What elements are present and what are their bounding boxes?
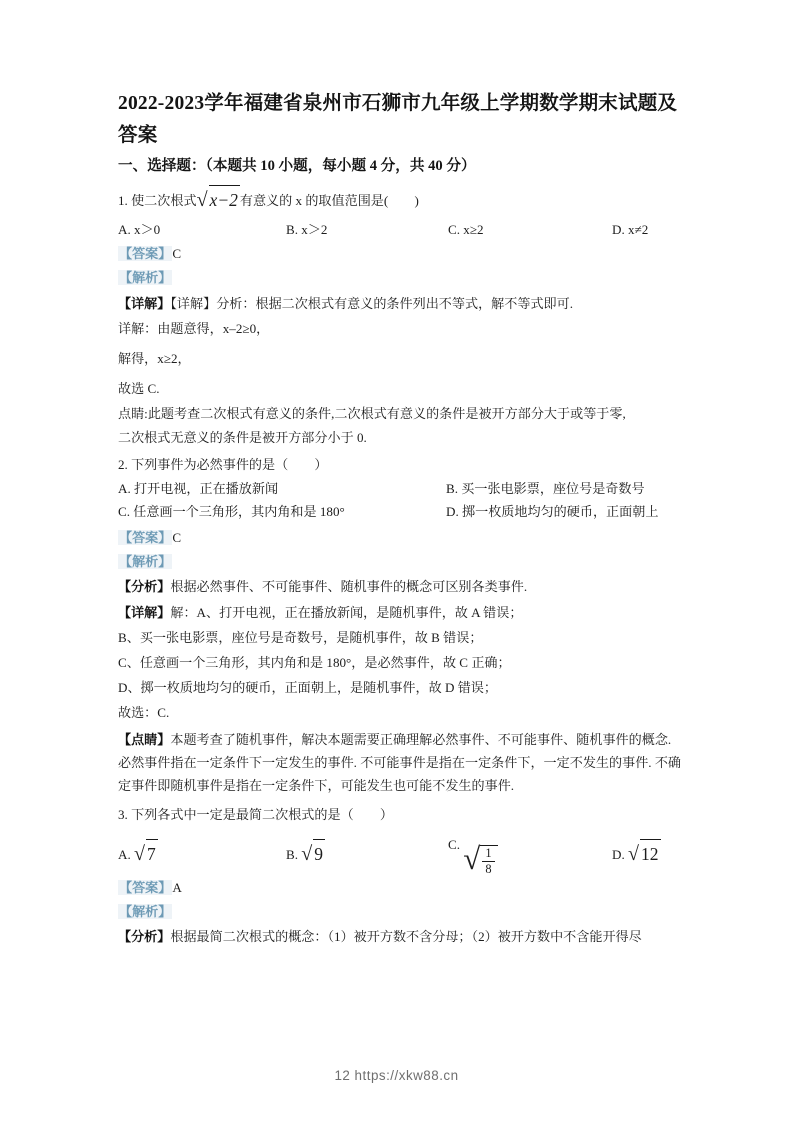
question-2-line-b: B、买一张电影票，座位号是奇数号，是随机事件，故 B 错误； — [118, 629, 483, 645]
question-2-options-row-1 — [118, 478, 685, 501]
radicand: 9 — [313, 839, 325, 868]
sqrt-9 — [301, 838, 325, 870]
dianjing-tag: 【点睛】 — [118, 731, 171, 747]
analysis-tag: 【解析】 — [119, 903, 172, 919]
question-2-analysis-tag-line — [118, 551, 685, 572]
option-a-key: A. — [118, 846, 131, 862]
question-3-fenxi-line — [118, 926, 685, 947]
option-d-key: D. — [612, 222, 625, 238]
option-d-key: D. — [446, 503, 459, 519]
question-1-stem-before: 1. 使二次根式 — [118, 192, 197, 208]
question-2-fenxi-line — [118, 576, 685, 597]
option-b-key: B. — [286, 222, 299, 238]
question-1-answer-line — [118, 243, 685, 264]
question-3-fenxi-text: 根据最简二次根式的概念：（1）被开方数不含分母；（2）被开方数中不含能开得尽 — [170, 929, 642, 945]
question-2-fenxi-text: 根据必然事件、不可能事件、随机事件的概念可区别各类事件. — [170, 579, 528, 595]
option-d-text: 掷一枚质地均匀的硬币，正面朝上 — [462, 503, 659, 519]
radicand — [480, 845, 497, 876]
question-2-line-choice: 故选：C. — [118, 705, 170, 721]
option-a[interactable] — [118, 478, 278, 499]
option-b[interactable] — [286, 838, 325, 870]
option-b-key: B. — [286, 846, 299, 862]
option-b[interactable] — [446, 478, 645, 499]
question-1-stem-after: 有意义的 x 的取值范围是( ) — [239, 192, 419, 208]
option-a-text: x＞0 — [134, 222, 161, 238]
fraction-denominator: 8 — [482, 861, 494, 876]
radicand: 7 — [146, 839, 158, 868]
option-a-key: A. — [118, 480, 131, 496]
option-a-text: 打开电视，正在播放新闻 — [134, 480, 279, 496]
footer-watermark: 12 https://xkw88.cn — [334, 1068, 459, 1083]
option-d[interactable] — [612, 838, 661, 870]
question-2-stem: 2. 下列事件为必然事件的是（ ） — [118, 456, 328, 472]
sqrt-x-minus-2 — [197, 184, 240, 216]
option-c-key: C. — [118, 503, 131, 519]
option-b-text: x＞2 — [301, 222, 328, 238]
question-2-line-d: D、掷一枚质地均匀的硬币，正面朝上，是随机事件，故 D 错误； — [118, 680, 497, 696]
option-c-key: C. — [448, 222, 461, 238]
option-c[interactable] — [118, 501, 345, 522]
option-c-text: 任意画一个三角形，其内角和是 180° — [133, 503, 345, 519]
question-2-line-c: C、任意画一个三角形，其内角和是 180°，是必然事件，故 C 正确； — [118, 655, 511, 670]
radical-sign: √ — [463, 840, 481, 876]
xiangjie-tag: 【详解】 — [118, 604, 171, 620]
question-3-stem: 3. 下列各式中一定是最简二次根式的是（ ） — [118, 806, 393, 822]
question-2-dianjing-text: 本题考查了随机事件，解决本题需要正确理解必然事件、不可能事件、随机事件的概念. 必然事件指在一定条件下一定发生的事件. 不可能事件是指在一定条件下，一定不发生的事件. 不确定事件即随机事件是指在一定条件下，可能发生也可能不发生的事件. — [118, 731, 682, 794]
radical-sign: √ — [196, 188, 208, 211]
option-c-key: C. — [448, 836, 461, 852]
fraction — [482, 847, 494, 876]
question-3-answer-line — [118, 877, 685, 898]
question-2-options-row-2 — [118, 501, 685, 524]
question-2-dianjing-line — [118, 728, 685, 798]
xiangjie-tag: 【详解】 — [118, 295, 171, 311]
question-2-answer-line — [118, 527, 685, 548]
sqrt-12 — [628, 838, 660, 870]
option-c[interactable] — [448, 834, 498, 876]
option-c-text: x≥2 — [463, 222, 484, 238]
question-2-xiangjie-text: 解：A、打开电视，正在播放新闻，是随机事件，故 A 错误； — [170, 604, 523, 620]
question-1-answer: C — [172, 246, 182, 262]
question-3-analysis-tag-line — [118, 901, 685, 922]
option-c[interactable] — [448, 219, 484, 240]
option-a-key: A. — [118, 222, 131, 238]
question-1-line-5: 点睛:此题考查二次根式有意义的条件,二次根式有意义的条件是被开方部分大于或等于零, — [118, 406, 626, 422]
question-1-stem — [118, 184, 685, 216]
question-1-line-4: 故选 C. — [118, 381, 160, 397]
radical-sign: √ — [134, 842, 145, 865]
fraction-numerator: 1 — [485, 845, 492, 860]
analysis-tag: 【解析】 — [119, 270, 172, 286]
radicand: x−2 — [209, 185, 240, 214]
question-1-line-6: 二次根式无意义的条件是被开方部分小于 0. — [118, 429, 367, 445]
question-3-answer: A — [172, 879, 182, 895]
sqrt-one-eighth — [463, 840, 497, 876]
option-a[interactable] — [118, 838, 158, 870]
page-title: 2022-2023学年福建省泉州市石狮市九年级上学期数学期末试题及答案 — [118, 93, 678, 146]
answer-tag: 【答案】 — [119, 246, 172, 262]
option-d[interactable] — [446, 501, 658, 522]
sqrt-7 — [134, 838, 158, 870]
option-b[interactable] — [286, 219, 327, 240]
question-2-options — [118, 478, 685, 524]
fenxi-tag: 【分析】 — [118, 579, 171, 595]
question-2-xiangjie-line — [118, 602, 685, 623]
question-1-detail-line — [118, 293, 685, 314]
question-1-line-3: 解得，x≥2， — [118, 350, 191, 366]
question-1-options — [118, 219, 685, 240]
option-d-text: x≠2 — [628, 222, 649, 238]
question-2-answer: C — [172, 529, 182, 545]
question-1-line-2: 详解：由题意得，x–2≥0， — [118, 320, 270, 336]
option-d-key: D. — [612, 846, 625, 862]
section-heading: 一、选择题：（本题共 10 小题，每小题 4 分，共 40 分） — [118, 158, 476, 175]
fenxi-tag: 【分析】 — [118, 929, 171, 945]
option-a[interactable] — [118, 219, 160, 240]
radical-sign: √ — [628, 842, 639, 865]
question-1-detail-text: 【详解】分析：根据二次根式有意义的条件列出不等式，解不等式即可. — [170, 295, 574, 311]
answer-tag: 【答案】 — [119, 879, 172, 895]
radicand: 12 — [640, 839, 661, 868]
option-b-text: 买一张电影票，座位号是奇数号 — [461, 480, 645, 496]
question-1-analysis-tag-line — [118, 267, 685, 288]
option-d[interactable] — [612, 219, 648, 240]
option-b-key: B. — [446, 480, 459, 496]
question-3-options — [118, 828, 685, 874]
answer-tag: 【答案】 — [119, 529, 172, 545]
radical-sign: √ — [301, 842, 313, 865]
analysis-tag: 【解析】 — [119, 554, 172, 570]
